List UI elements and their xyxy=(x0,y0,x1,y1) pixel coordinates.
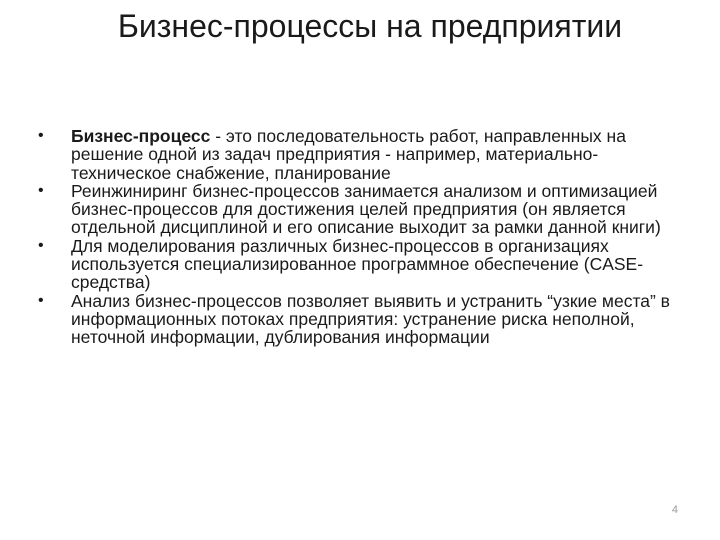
slide-title: Бизнес-процессы на предприятии xyxy=(117,8,623,44)
bullet-dot-icon: • xyxy=(38,181,44,199)
bullet-dot-icon: • xyxy=(38,291,44,309)
bullet-item xyxy=(38,292,688,347)
bullet-text: Для моделирования различных бизнес-процессов в организациях используется специализированное программное обеспечение (CASE-средства) xyxy=(71,235,644,293)
bullet-item xyxy=(38,127,688,182)
bullet-dot-icon: • xyxy=(38,236,44,254)
bullet-dot-icon: • xyxy=(38,127,44,144)
bullet-text: Анализ бизнес-процессов позволяет выявить и устранить “узкие места” в информационных потоках предприятия: устранение риска неполной, неточной информации, дублирования информации xyxy=(71,290,670,348)
bullet-item xyxy=(38,237,688,292)
bullet-item xyxy=(38,182,688,237)
page-number: 4 xyxy=(671,504,678,516)
bullet-definition: - это последовательность работ, направленных на решение одной из задач предприятия - например, материально-техническое снабжение, планирование xyxy=(71,126,626,183)
bullet-term: Бизнес-процесс xyxy=(71,126,211,146)
bullet-text xyxy=(71,127,688,182)
bullet-text: Реинжиниринг бизнес-процессов занимается анализом и оптимизацией бизнес-процессов для достижения целей предприятия (он является отдельной дисциплиной и его описание выходит за рамки данной книги) xyxy=(71,180,661,238)
bullet-list xyxy=(38,127,688,347)
